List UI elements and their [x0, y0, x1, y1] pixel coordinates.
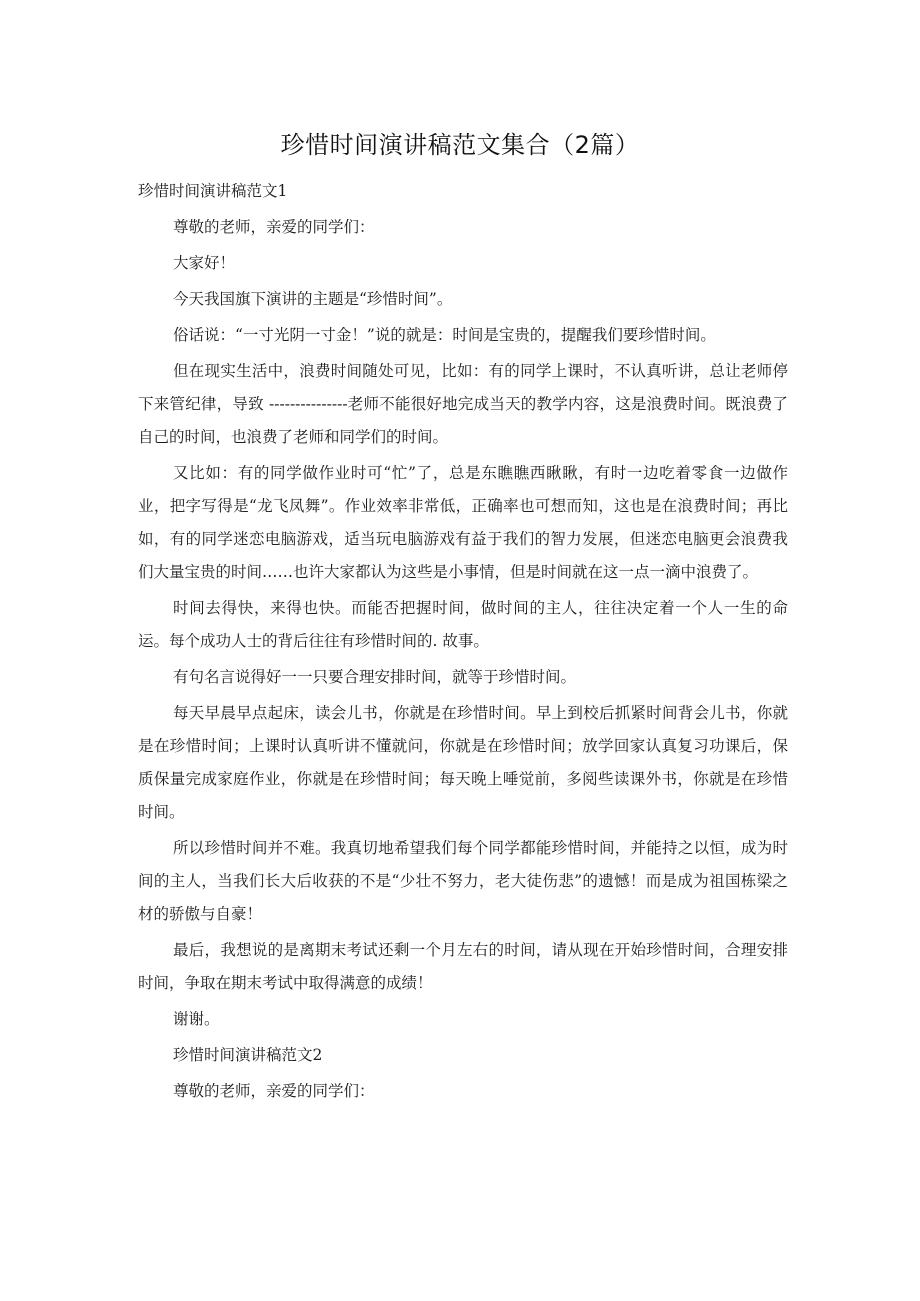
paragraph: 最后，我想说的是离期末考试还剩一个月左右的时间，请从现在开始珍惜时间，合理安排时间，争取在期末考试中取得满意的成绩！: [138, 941, 788, 992]
paragraph: 但在现实生活中，浪费时间随处可见，比如：有的同学上课时，不认真听讲，总让老师停下来管纪律，导致 ---------------老师不能很好地完成当天的教学内容，这是浪费时间。既浪费了自己的时间，也浪费了老师和同学们的时间。: [138, 362, 788, 446]
paragraph: 时间去得快，来得也快。而能否把握时间，做时间的主人，往往决定着一个人一生的命运。每个成功人士的背后往往有珍惜时间的. 故事。: [138, 599, 788, 650]
document-body: [138, 175, 788, 1111]
paragraph: 所以珍惜时间并不难。我真切地希望我们每个同学都能珍惜时间，并能持之以恒，成为时间的主人，当我们长大后收获的不是“少壮不努力，老大徒伤悲”的遗憾！而是成为祖国栋梁之材的骄傲与自豪！: [138, 839, 788, 923]
paragraph: 谢谢。: [173, 1010, 220, 1028]
section-heading-1: 珍惜时间演讲稿范文1: [138, 182, 288, 200]
paragraph: 今天我国旗下演讲的主题是“珍惜时间”。: [173, 290, 453, 308]
paragraph: 尊敬的老师，亲爱的同学们：: [173, 218, 375, 236]
paragraph: 大家好！: [173, 254, 236, 272]
paragraph: 每天早晨早点起床，读会儿书，你就是在珍惜时间。早上到校后抓紧时间背会儿书，你就是在珍惜时间；上课时认真听讲不懂就问，你就是在珍惜时间；放学回家认真复习功课后，保质保量完成家庭作业，你就是在珍惜时间；每天晚上唾觉前，多阅些读课外书，你就是在珍惜时间。: [138, 704, 788, 821]
paragraph: 尊敬的老师，亲爱的同学们：: [173, 1082, 375, 1100]
paragraph: 俗话说：“一寸光阴一寸金！”说的就是：时间是宝贵的，提醒我们要珍惜时间。: [173, 326, 716, 344]
document-title: 珍惜时间演讲稿范文集合（2篇）: [280, 131, 640, 159]
paragraph: 有句名言说得好一一只要合理安排时间，就等于珍惜时间。: [173, 668, 577, 686]
paragraph: 又比如：有的同学做作业时可“忙”了，总是东瞧瞧西瞅瞅，有时一边吃着零食一边做作业，把字写得是“龙飞凤舞”。作业效率非常低，正确率也可想而知，这也是在浪费时间；再比如，有的同学迷恋电脑游戏，适当玩电脑游戏有益于我们的智力发展，但迷恋电脑更会浪费我们大量宝贵的时间……也许大家都认为这些是小事情，但是时间就在这一点一滴中浪费了。: [138, 464, 788, 581]
section-heading-2: 珍惜时间演讲稿范文2: [173, 1046, 323, 1064]
